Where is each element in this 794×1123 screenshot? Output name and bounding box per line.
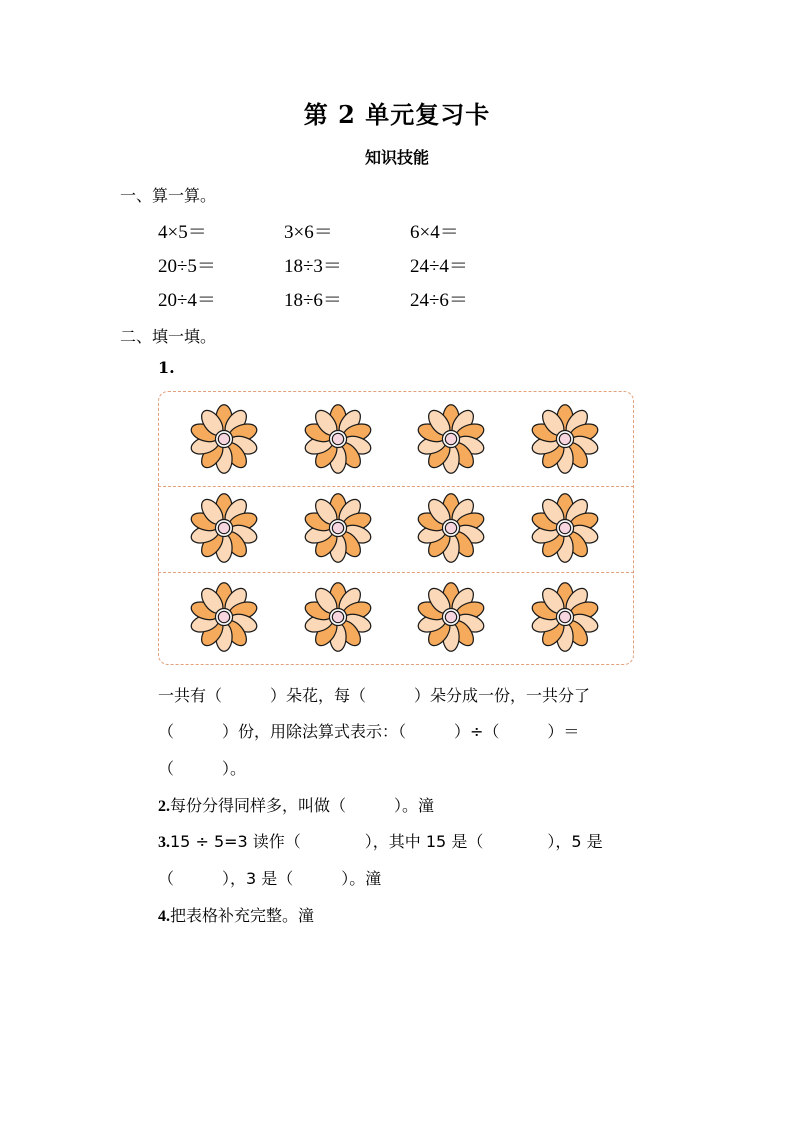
question-3-number: 3. (158, 834, 170, 851)
question-2-text: 每份分得同样多，叫做（ ）。潼 (170, 796, 435, 815)
question-1-line-1: 一共有（ ）朵花，每（ ）朵分成一份，一共分了 (158, 686, 591, 705)
question-2 (158, 793, 434, 816)
question-2-number: 2. (158, 798, 170, 815)
calc-item: 24÷4＝ (410, 256, 468, 277)
question-1-number: 1. (158, 358, 175, 377)
calc-item: 20÷4＝ (158, 290, 216, 311)
flower-icon (413, 401, 489, 477)
question-4-number: 4. (158, 908, 170, 925)
question-4-text: 把表格补充完整。潼 (170, 906, 315, 925)
question-3-line-2: （ ），3 是（ ）。潼 (158, 869, 382, 888)
question-3-text: 15 ÷ 5=3 读作（ ），其中 15 是（ ），5 是 (170, 832, 603, 851)
section-2-heading: 二、填一填。 (120, 327, 217, 346)
section-1-heading: 一、算一算。 (120, 186, 217, 205)
question-4 (158, 903, 314, 926)
calc-item: 20÷5＝ (158, 256, 216, 277)
flower-icon (300, 579, 376, 655)
flower-icon (186, 579, 262, 655)
flower-icon (186, 490, 262, 566)
question-1-line-2: （ ）份，用除法算式表示：（ ）÷（ ）＝ (158, 722, 580, 741)
flower-icon (527, 401, 603, 477)
flower-icon (527, 490, 603, 566)
flower-icon (300, 490, 376, 566)
flower-icon (186, 401, 262, 477)
calc-item: 18÷6＝ (284, 290, 342, 311)
flower-icon (413, 579, 489, 655)
calc-item: 18÷3＝ (284, 256, 342, 277)
row-divider (158, 572, 634, 573)
flower-icon (413, 490, 489, 566)
row-divider (158, 486, 634, 487)
flower-icon (527, 579, 603, 655)
page-title: 第 2 单元复习卡 (303, 100, 491, 129)
question-1-line-3: （ ）。 (158, 759, 247, 778)
calc-item: 24÷6＝ (410, 290, 468, 311)
question-3-line-1 (158, 829, 603, 852)
calc-item: 6×4＝ (410, 222, 459, 243)
calc-item: 4×5＝ (158, 222, 207, 243)
page-subtitle: 知识技能 (364, 148, 429, 167)
calc-item: 3×6＝ (284, 222, 333, 243)
flower-icon (300, 401, 376, 477)
